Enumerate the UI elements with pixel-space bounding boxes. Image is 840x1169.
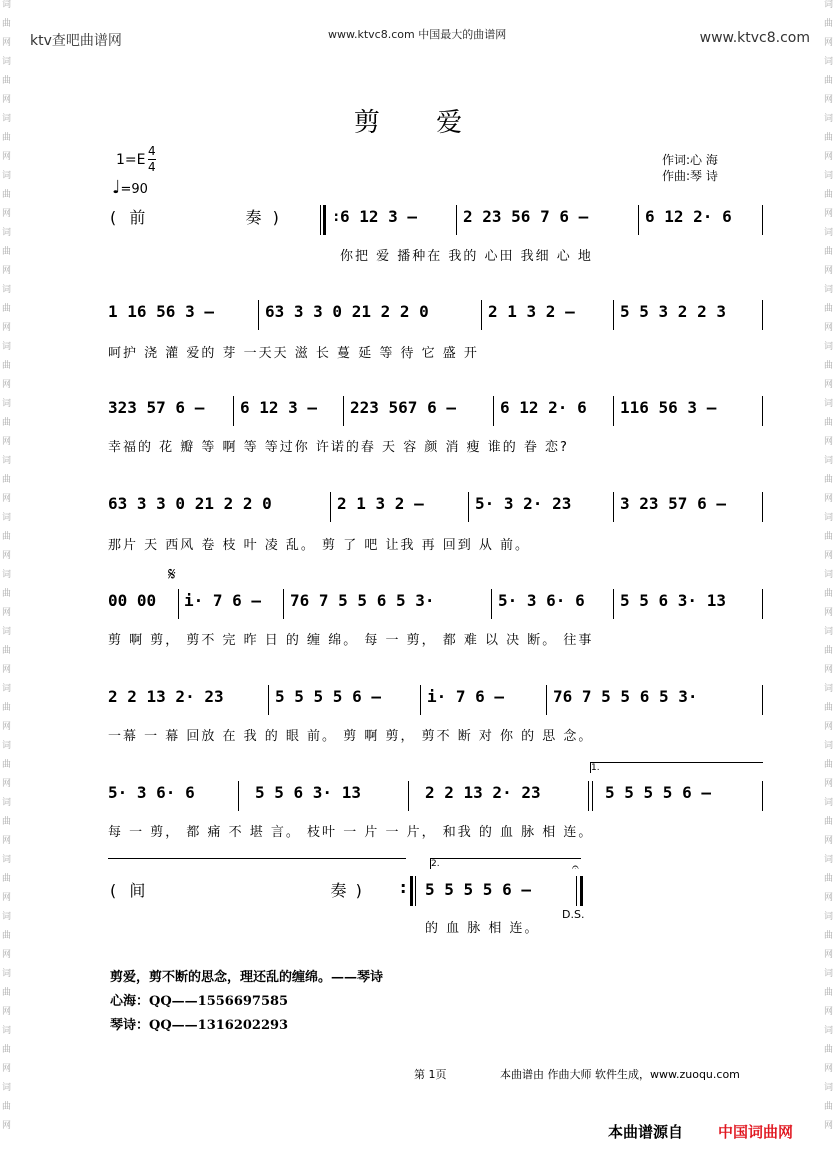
watermark-char: 词 (2, 456, 12, 466)
score-row-8 (425, 880, 595, 906)
score-row-6 (108, 687, 763, 713)
watermark-char: 曲 (2, 190, 12, 200)
tempo (112, 177, 148, 198)
lyric-line: 呵护 浇 灌 爱的 芽 一天天 滋 长 蔓 延 等 待 它 盛 开 (108, 346, 479, 361)
watermark-char: 曲 (2, 133, 12, 143)
watermark-char: 网 (824, 209, 834, 219)
bar-line (468, 492, 469, 522)
watermark-char: 曲 (2, 475, 12, 485)
watermark-char: 曲 (2, 589, 12, 599)
watermark-char: 网 (2, 1064, 12, 1074)
watermark-char: 网 (824, 893, 834, 903)
measure: 323 57 6 – (108, 398, 205, 417)
bar-line (546, 685, 547, 715)
watermark-char: 词 (824, 1083, 834, 1093)
score-row-4 (108, 494, 763, 520)
watermark-char: 网 (2, 1007, 12, 1017)
source-label: 本曲谱源自 (608, 1123, 684, 1141)
watermark-char: 曲 (2, 760, 12, 770)
bar-line (762, 205, 763, 235)
side-watermark-left (2, 0, 16, 1140)
watermark-char: 曲 (2, 931, 12, 941)
bar-line (481, 300, 482, 330)
watermark-char: 网 (2, 950, 12, 960)
measure: i· 7 6 – (427, 687, 505, 706)
watermark-char: 词 (824, 969, 834, 979)
measure: 5 5 3 2 2 3 (620, 302, 726, 321)
watermark-char: 曲 (824, 304, 834, 314)
watermark-char: 曲 (2, 76, 12, 86)
watermark-char: 网 (824, 551, 834, 561)
watermark-char: 词 (824, 912, 834, 922)
measure: 5· 3 6· 6 (498, 591, 585, 610)
song-title: 剪 爱 (353, 108, 487, 138)
watermark-char: 网 (824, 95, 834, 105)
score-row-2 (108, 302, 763, 328)
watermark-char: 曲 (824, 874, 834, 884)
watermark-char: 网 (824, 323, 834, 333)
repeat-bar (323, 205, 326, 235)
segno-icon: 𝄋 (168, 564, 176, 585)
watermark-char: 词 (2, 855, 12, 865)
watermark-char: 词 (2, 912, 12, 922)
watermark-char: 词 (824, 285, 834, 295)
watermark-char: 网 (824, 1064, 834, 1074)
bar-line (613, 300, 614, 330)
bar-line (592, 781, 593, 811)
watermark-char: 曲 (2, 988, 12, 998)
watermark-char: 词 (824, 684, 834, 694)
measure: 2 23 56 7 6 – (463, 207, 589, 226)
bar-line (178, 589, 179, 619)
lyric-line: 你把 爱 播种在 我的 心田 我细 心 地 (340, 249, 593, 264)
bar-line (762, 781, 763, 811)
watermark-char: 词 (2, 513, 12, 523)
score-row-1 (108, 207, 763, 233)
bar-line (415, 876, 416, 906)
measure: 223 567 6 – (350, 398, 456, 417)
interlude-word2: 奏 (330, 881, 347, 900)
watermark-char: 曲 (824, 19, 834, 29)
watermark-char: 曲 (2, 817, 12, 827)
bar-line (330, 492, 331, 522)
measure: 1 16 56 3 – (108, 302, 214, 321)
watermark-char: 词 (2, 969, 12, 979)
measure: 6 12 3 – (340, 207, 418, 226)
watermark-char: 词 (824, 627, 834, 637)
watermark-char: 网 (2, 608, 12, 618)
watermark-char: 词 (2, 684, 12, 694)
watermark-char: 网 (824, 779, 834, 789)
page-number: 第 1页 (414, 1068, 447, 1081)
bar-line (258, 300, 259, 330)
watermark-char: 词 (2, 1083, 12, 1093)
bar-line (320, 205, 321, 235)
watermark-char: 网 (2, 551, 12, 561)
note-line-2: 心海：QQ——1556697585 (110, 994, 289, 1009)
watermark-char: 词 (824, 57, 834, 67)
watermark-char: 曲 (2, 1102, 12, 1112)
composer: 作曲:琴 诗 (662, 169, 718, 183)
bar-line (762, 492, 763, 522)
watermark-char: 词 (824, 342, 834, 352)
measure: 2 2 13 2· 23 (425, 783, 541, 802)
interlude-bracket (108, 858, 406, 859)
watermark-char: 曲 (824, 760, 834, 770)
bar-line (613, 589, 614, 619)
measure: 2 1 3 2 – (488, 302, 575, 321)
watermark-char: 词 (824, 513, 834, 523)
watermark-char: 网 (2, 266, 12, 276)
bar-line (493, 396, 494, 426)
lyric-line: 每 一 剪， 都 痛 不 堪 言。 枝叶 一 片 一 片， 和我 的 血 脉 相 连。 (108, 825, 594, 840)
volta-2 (430, 858, 581, 869)
lyric-line: 一幕 一 幕 回放 在 我 的 眼 前。 剪 啊 剪， 剪不 断 对 你 的 思 念。 (108, 729, 594, 744)
watermark-char: 网 (2, 893, 12, 903)
watermark-char: 曲 (2, 1045, 12, 1055)
generator-credit[interactable]: 本曲谱由 作曲大师 软件生成，www.zuoqu.com (500, 1068, 740, 1081)
measure: 6 12 3 – (240, 398, 318, 417)
credits (662, 152, 718, 184)
intro-word2: 奏 (245, 208, 262, 227)
repeat-end-bar (410, 876, 413, 906)
watermark-char: 曲 (2, 361, 12, 371)
watermark-char: 网 (2, 1121, 12, 1131)
watermark-char: 词 (2, 627, 12, 637)
watermark-char: 网 (2, 836, 12, 846)
watermark-char: 词 (824, 741, 834, 751)
watermark-char: 网 (824, 1007, 834, 1017)
watermark-char: 词 (2, 798, 12, 808)
watermark-char: 网 (2, 323, 12, 333)
watermark-char: 网 (2, 494, 12, 504)
watermark-char: 曲 (2, 703, 12, 713)
watermark-char: 网 (2, 437, 12, 447)
key-signature: 1=E (116, 152, 146, 168)
watermark-char: 曲 (2, 247, 12, 257)
time-sig-top: 4 (148, 144, 156, 158)
measure: 63 3 3 0 21 2 2 0 (108, 494, 272, 513)
tempo-value: =90 (120, 182, 148, 197)
watermark-char: 网 (824, 836, 834, 846)
watermark-char: 网 (824, 152, 834, 162)
measure: 5 5 5 5 6 – (275, 687, 381, 706)
watermark-char: 词 (2, 342, 12, 352)
measure: 00 00 (108, 591, 157, 610)
interlude-label (110, 878, 362, 901)
watermark-char: 网 (2, 209, 12, 219)
watermark-char: 曲 (824, 133, 834, 143)
measure: 6 12 2· 6 (500, 398, 587, 417)
watermark-char: 曲 (824, 988, 834, 998)
watermark-char: 曲 (824, 475, 834, 485)
bar-line (762, 300, 763, 330)
measure: 5· 3 6· 6 (108, 783, 195, 802)
measure: 5· 3 2· 23 (475, 494, 572, 513)
watermark-char: 词 (2, 1026, 12, 1036)
watermark-char: 词 (824, 1026, 834, 1036)
header-center-site[interactable]: www.ktvc8.com 中国最大的曲谱网 (328, 28, 507, 41)
watermark-char: 词 (2, 741, 12, 751)
watermark-char: 曲 (2, 418, 12, 428)
bar-line (283, 589, 284, 619)
watermark-char: 词 (824, 798, 834, 808)
watermark-char: 词 (824, 171, 834, 181)
watermark-char: 词 (824, 570, 834, 580)
interlude-close: ) (355, 881, 362, 900)
watermark-char: 曲 (824, 76, 834, 86)
measure: 3 23 57 6 – (620, 494, 726, 513)
bar-line (408, 781, 409, 811)
note-line-3: 琴诗：QQ——1316202293 (110, 1018, 289, 1033)
lyric-line: 的 血 脉 相 连。 (425, 921, 540, 936)
measure: 2 2 13 2· 23 (108, 687, 224, 706)
intro-open: ( (110, 208, 117, 227)
watermark-char: 网 (2, 665, 12, 675)
bar-line (420, 685, 421, 715)
watermark-char: 词 (824, 456, 834, 466)
time-sig-bottom: 4 (148, 160, 156, 174)
interlude-word1: 间 (129, 881, 146, 900)
watermark-char: 网 (2, 95, 12, 105)
watermark-char: 词 (2, 171, 12, 181)
end-bar (580, 876, 583, 906)
watermark-char: 词 (824, 399, 834, 409)
bar-line (233, 396, 234, 426)
watermark-char: 曲 (824, 190, 834, 200)
bar-line (576, 876, 577, 906)
measure: 5 5 6 3· 13 (620, 591, 726, 610)
quarter-note-icon: ♩ (112, 177, 121, 198)
watermark-char: 词 (2, 228, 12, 238)
header-right-site[interactable]: www.ktvc8.com (699, 30, 810, 46)
bar-line (588, 781, 589, 811)
watermark-char: 网 (824, 266, 834, 276)
repeat-end-dots: : (400, 878, 407, 897)
volta-1 (590, 762, 763, 773)
interlude-open: ( (110, 881, 117, 900)
measure: 5 5 6 3· 13 (255, 783, 361, 802)
measure: 76 7 5 5 6 5 3· (290, 591, 435, 610)
watermark-char: 曲 (824, 361, 834, 371)
watermark-char: 曲 (824, 1045, 834, 1055)
lyricist: 作词:心 海 (662, 153, 718, 167)
watermark-char: 网 (824, 722, 834, 732)
measure: i· 7 6 – (184, 591, 262, 610)
watermark-char: 曲 (824, 646, 834, 656)
measure: 5 5 5 5 6 – (425, 880, 531, 899)
watermark-char: 曲 (824, 418, 834, 428)
measure: 76 7 5 5 6 5 3· (553, 687, 698, 706)
watermark-char: 曲 (824, 247, 834, 257)
intro-word1: 前 (129, 208, 146, 227)
watermark-char: 词 (2, 57, 12, 67)
ds-marking: D.S. (562, 908, 585, 921)
watermark-char: 曲 (2, 874, 12, 884)
watermark-char: 网 (824, 494, 834, 504)
watermark-char: 词 (2, 399, 12, 409)
lyric-line: 幸福的 花 瓣 等 啊 等 等过你 许诺的春 天 容 颜 消 瘦 谁的 眷 恋? (108, 440, 569, 455)
volta-2-label: 2. (431, 859, 440, 869)
bar-line (762, 589, 763, 619)
fermata-icon: 𝄐 (572, 860, 579, 874)
measure: 116 56 3 – (620, 398, 717, 417)
volta-1-label: 1. (591, 763, 600, 773)
bar-line (456, 205, 457, 235)
watermark-char: 词 (824, 855, 834, 865)
repeat-dots: : (332, 209, 341, 225)
bar-line (638, 205, 639, 235)
bar-line (238, 781, 239, 811)
score-row-3 (108, 398, 763, 424)
watermark-char: 词 (2, 285, 12, 295)
watermark-char: 曲 (824, 589, 834, 599)
score-row-5 (108, 591, 763, 617)
watermark-char: 网 (824, 665, 834, 675)
bar-line (762, 685, 763, 715)
watermark-char: 网 (2, 779, 12, 789)
measure: 5 5 5 5 6 – (605, 783, 711, 802)
watermark-char: 曲 (824, 931, 834, 941)
header-left-site[interactable]: ktv查吧曲谱网 (30, 33, 122, 49)
watermark-char: 词 (2, 114, 12, 124)
watermark-char: 曲 (2, 532, 12, 542)
watermark-char: 网 (2, 380, 12, 390)
watermark-char: 曲 (824, 1102, 834, 1112)
bar-line (491, 589, 492, 619)
watermark-char: 曲 (824, 817, 834, 827)
lyric-line: 那片 天 西风 卷 枝 叶 凌 乱。 剪 了 吧 让我 再 回到 从 前。 (108, 538, 530, 553)
bar-line (613, 396, 614, 426)
time-signature (148, 144, 156, 175)
watermark-char: 网 (2, 722, 12, 732)
watermark-char: 词 (824, 0, 834, 10)
watermark-char: 词 (824, 228, 834, 238)
watermark-char: 曲 (2, 646, 12, 656)
bar-line (268, 685, 269, 715)
watermark-char: 曲 (824, 532, 834, 542)
intro-close: ) (272, 208, 279, 227)
watermark-char: 网 (824, 1121, 834, 1131)
watermark-char: 曲 (824, 703, 834, 713)
watermark-char: 网 (824, 950, 834, 960)
watermark-char: 曲 (2, 19, 12, 29)
source-site-link[interactable]: 中国词曲网 (718, 1123, 794, 1141)
watermark-char: 曲 (2, 304, 12, 314)
watermark-char: 词 (824, 114, 834, 124)
watermark-char: 网 (824, 437, 834, 447)
watermark-char: 网 (824, 608, 834, 618)
measure: 2 1 3 2 – (337, 494, 424, 513)
score-row-7 (108, 783, 763, 809)
watermark-char: 网 (824, 38, 834, 48)
measure: 63 3 3 0 21 2 2 0 (265, 302, 429, 321)
bar-line (762, 396, 763, 426)
watermark-char: 网 (824, 380, 834, 390)
bar-line (613, 492, 614, 522)
watermark-char: 网 (2, 152, 12, 162)
measure: 6 12 2· 6 (645, 207, 732, 226)
watermark-char: 词 (2, 570, 12, 580)
note-line-1: 剪爱，剪不断的思念，理还乱的缠绵。——琴诗 (110, 970, 384, 985)
side-watermark-right (824, 0, 838, 1140)
bar-line (343, 396, 344, 426)
watermark-char: 词 (2, 0, 12, 10)
watermark-char: 网 (2, 38, 12, 48)
lyric-line: 剪 啊 剪， 剪不 完 昨 日 的 缠 绵。 每 一 剪， 都 难 以 决 断。 往事 (108, 633, 594, 648)
